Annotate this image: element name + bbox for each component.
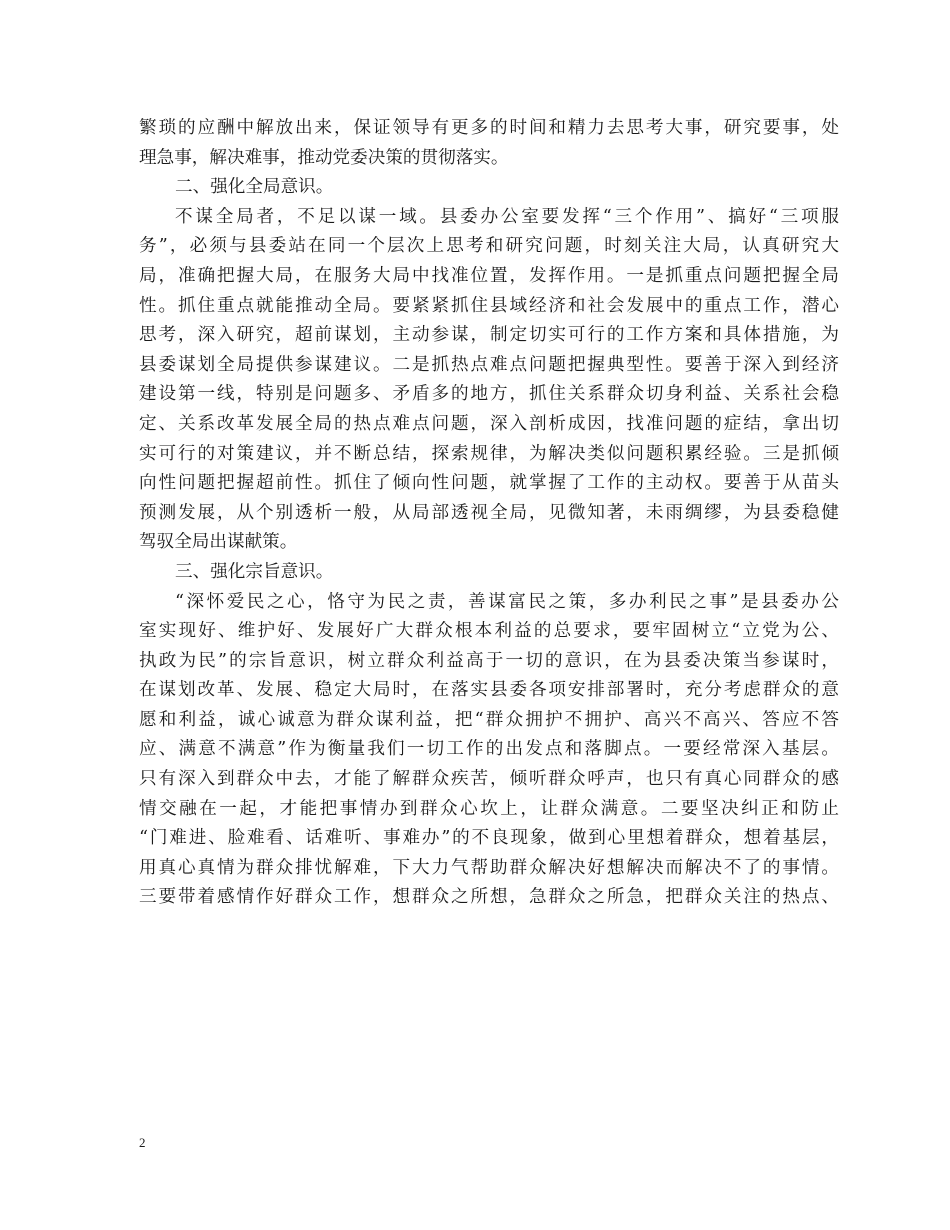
text-line: 愿和利益，诚心诚意为群众谋利益，把“群众拥护不拥护、高兴不高兴、答应不答 <box>139 709 839 730</box>
text-line: 局，准确把握大局，在服务大局中找准位置，发挥作用。一是抓重点问题把握全局 <box>139 265 839 286</box>
text-line: 只有深入到群众中去，才能了解群众疾苦，倾听群众呼声，也只有真心同群众的感 <box>139 769 839 790</box>
page-number: 2 <box>139 1135 146 1150</box>
text-line: “门难进、脸难看、话难听、事难办”的不良现象，做到心里想着群众，想着基层， <box>139 828 839 849</box>
text-line: 县委谋划全局提供参谋建议。二是抓热点难点问题把握典型性。要善于深入到经济 <box>139 354 839 375</box>
text-line: 三要带着感情作好群众工作，想群众之所想，急群众之所急，把群众关注的热点、 <box>139 887 839 908</box>
text-line: 向性问题把握超前性。抓住了倾向性问题，就掌握了工作的主动权。要善于从苗头 <box>139 473 839 494</box>
text-line: 实可行的对策建议，并不断总结，探索规律，为解决类似问题积累经验。三是抓倾 <box>139 443 839 464</box>
text-line: 情交融在一起，才能把事情办到群众心坎上，让群众满意。二要坚决纠正和防止 <box>139 798 839 819</box>
text-line: 繁琐的应酬中解放出来，保证领导有更多的时间和精力去思考大事，研究要事，处 <box>139 118 839 138</box>
text-line: 定、关系改革发展全局的热点难点问题，深入剖析成因，找准问题的症结，拿出切 <box>139 413 839 434</box>
text-line: 用真心真情为群众排忧解难，下大力气帮助群众解决好想解决而解决不了的事情。 <box>139 857 839 878</box>
text-line: “深怀爱民之心，恪守为民之责，善谋富民之策，多办利民之事”是县委办公 <box>175 591 839 612</box>
text-line: 执政为民”的宗旨意识，树立群众利益高于一切的意识，在为县委决策当参谋时， <box>139 650 839 671</box>
text-line: 在谋划改革、发展、稳定大局时，在落实县委各项安排部署时，充分考虑群众的意 <box>139 680 839 701</box>
text-line: 预测发展，从个别透析一般，从局部透视全局，见微知著，未雨绸缪，为县委稳健 <box>139 502 839 523</box>
text-line: 务”，必须与县委站在同一个层次上思考和研究问题，时刻关注大局，认真研究大 <box>139 236 839 257</box>
text-line: 二、强化全局意识。 <box>175 177 334 198</box>
text-line: 室实现好、维护好、发展好广大群众根本利益的总要求，要牢固树立“立党为公、 <box>139 621 839 642</box>
text-line: 思考，深入研究，超前谋划，主动参谋，制定切实可行的工作方案和具体措施，为 <box>139 325 839 346</box>
text-line: 驾驭全局出谋献策。 <box>139 532 298 553</box>
document-body <box>139 114 839 913</box>
text-line: 理急事，解决难事，推动党委决策的贯彻落实。 <box>139 147 509 168</box>
text-line: 应、满意不满意”作为衡量我们一切工作的出发点和落脚点。一要经常深入基层。 <box>139 739 839 760</box>
text-line: 不谋全局者，不足以谋一域。县委办公室要发挥“三个作用”、搞好“三项服 <box>175 206 839 227</box>
text-line: 性。抓住重点就能推动全局。要紧紧抓住县域经济和社会发展中的重点工作，潜心 <box>139 295 839 316</box>
text-line: 三、强化宗旨意识。 <box>175 561 334 582</box>
text-line: 建设第一线，特别是问题多、矛盾多的地方，抓住关系群众切身利益、关系社会稳 <box>139 384 839 405</box>
